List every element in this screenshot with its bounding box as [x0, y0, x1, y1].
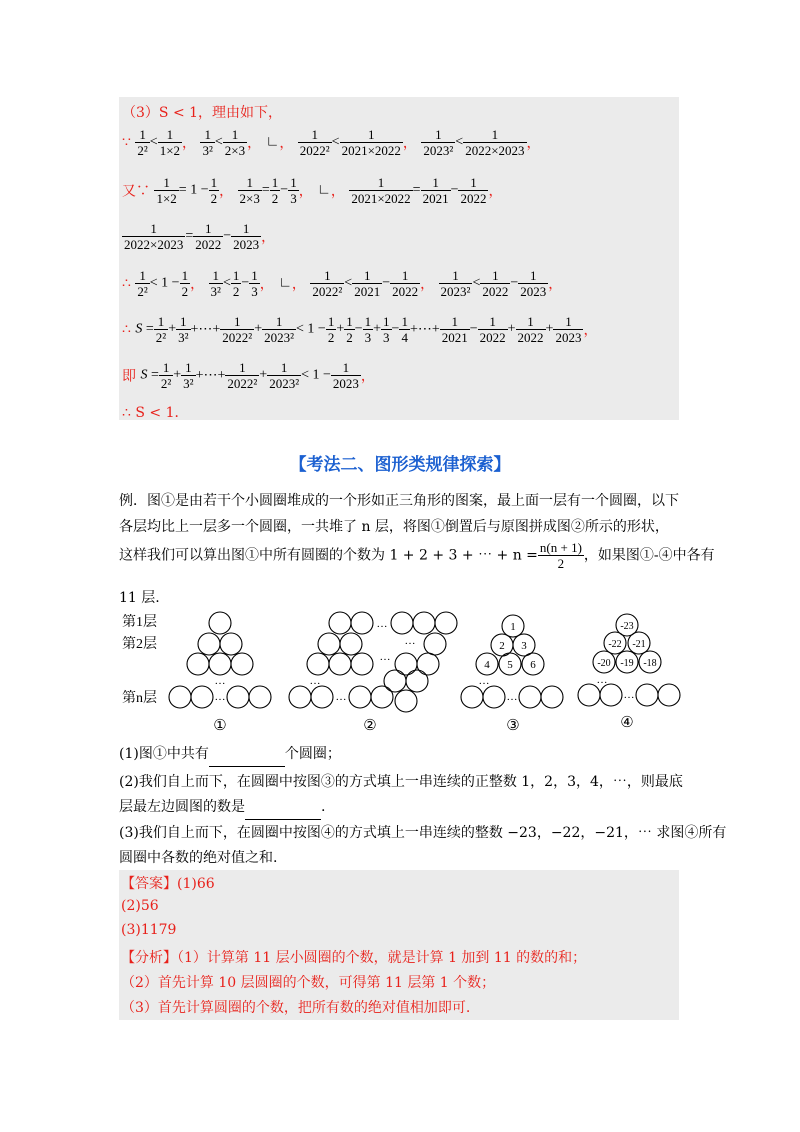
- pile-circle: [340, 633, 362, 655]
- example-formula-tail: ，如果图①-④中各有: [583, 547, 715, 564]
- pile-circle: [406, 670, 428, 692]
- formula-numerator: n(n + 1): [539, 540, 582, 555]
- label-layer-n: 第n层: [122, 691, 157, 706]
- dots-fig-3: …: [478, 675, 490, 687]
- fig3-number: 6: [530, 659, 536, 671]
- solution-line-2: ∵ $\frac{1}{\text{2²}}$ < $\frac{1}{1\times 2}$ ， $\frac{1}{\text{3²}}$ < $\frac{1}{2\times 3}$ ， ∟， $\frac{1}{\text{2022²}}$ < $\frac{1}{2021\times 2022}$ ， $\frac{1}{\text{2023²}}$ < $\frac{1}{2022\times 2023}$ ，: [122, 127, 541, 158]
- analysis-2: （2）首先计算 10 层圆圈的个数，可得第 11 层第 1 个数；: [121, 975, 496, 991]
- pile-circle: [289, 686, 311, 708]
- pile-circle: [329, 653, 351, 675]
- pile-circle: [417, 653, 439, 675]
- dots-fig-1-bottom: …: [214, 691, 226, 703]
- dots-fig-1: …: [214, 675, 226, 687]
- pile-circle: [578, 684, 600, 706]
- pile-circle: [371, 686, 393, 708]
- fig3-number: 5: [507, 659, 513, 671]
- pile-circle: [220, 633, 242, 655]
- solution-line-3: 又∵ $\frac{1}{1\times 2}$ = 1 − $\frac{1}{2}$ ， $\frac{1}{2\times 3}$ = $\frac{1}{2}$ − $\frac{1}{3}$ ， ∟， $\frac{1}{2021\times 2022}$ = $\frac{1}{2021}$ − $\frac{1}{2022}$ ，: [122, 175, 503, 206]
- pile-circle: [231, 653, 253, 675]
- q2-text: (2)我们自上而下，在圆圈中按图③的方式填上一串连续的正整数 1，2，3，4，⋯，则最底: [119, 774, 683, 790]
- pile-circle: [658, 684, 680, 706]
- question-3: [119, 820, 727, 846]
- pile-circle: [519, 686, 541, 708]
- question-2-cont: [119, 794, 689, 820]
- dots-fig-2-left: …: [309, 675, 321, 687]
- fig4-number: -18: [643, 658, 657, 669]
- pile-circle: [351, 653, 373, 675]
- solution-line-5: ∴ $\frac{1}{\text{2²}}$ < 1 − $\frac{1}{2}$ ， $\frac{1}{\text{3²}}$ < $\frac{1}{2}$ − $\frac{1}{3}$ ， ∟， $\frac{1}{\text{2022²}}$ < $\frac{1}{2021}$ − $\frac{1}{2022}$ ， $\frac{1}{\text{2023²}}$ < $\frac{1}{2022}$ − $\frac{1}{2023}$ ，: [122, 268, 563, 299]
- pile-circle: [209, 612, 231, 634]
- pile-circle: [249, 686, 271, 708]
- solution-line-7: 即 S = $\frac{1}{\text{2²}}$ + $\frac{1}{\text{3²}}$ +⋯+ $\frac{1}{\text{2022²}}$ + $\frac{1}{\text{2023²}}$ < 1 − $\frac{1}{2023}$ ，: [122, 360, 375, 391]
- answer-line-3: [121, 922, 176, 938]
- answer-label: 【答案】: [121, 876, 177, 892]
- pile-circle: [209, 653, 231, 675]
- q3-text-cont: 圆圈中各数的绝对值之和.: [119, 850, 278, 866]
- because-symbol: ∵: [122, 134, 131, 151]
- label-layer-2: 第2层: [122, 637, 157, 652]
- analysis-line-2: [121, 972, 495, 992]
- fig3-number: 2: [499, 640, 505, 652]
- pile-circle: [424, 633, 446, 655]
- dots-fig-2-second: …: [404, 635, 416, 647]
- question-1: [119, 741, 689, 767]
- q1-blank[interactable]: [209, 752, 285, 767]
- dots-fig-2-bottom: …: [335, 691, 347, 703]
- namely-label: 即: [122, 368, 136, 385]
- q1-text: (1)图①中共有: [119, 746, 209, 762]
- fig4-number: -23: [620, 621, 634, 632]
- pile-circle: [351, 612, 373, 634]
- pile-circle: [349, 686, 371, 708]
- analysis-line-1: [121, 947, 586, 967]
- q2-text-cont: 层最左边圆图的数是: [119, 799, 245, 815]
- pile-circle: [636, 684, 658, 706]
- answer-line-2: [121, 898, 159, 914]
- ellipsis-mark: ∟: [265, 134, 280, 150]
- also-because: 又∵: [122, 183, 150, 200]
- analysis-label: 【分析】: [121, 950, 177, 966]
- example-formula-text: 这样我们可以算出图①中所有圆圈的个数为 1 + 2 + 3 + ⋯ + n =: [119, 547, 538, 564]
- pile-circle: [169, 686, 191, 708]
- caption-fig-4: ④: [620, 715, 634, 731]
- label-layer-1: 第1层: [122, 615, 157, 630]
- fig3-number: 3: [521, 640, 527, 652]
- question-3-cont: [119, 845, 689, 871]
- q3-text: (3)我们自上而下，在圆圈中按图④的方式填上一串连续的整数 −23，−22，−21，⋯ 求图④所有: [119, 825, 727, 841]
- pile-circle: [311, 686, 333, 708]
- pile-circle: [483, 686, 505, 708]
- pile-circle: [395, 653, 417, 675]
- caption-fig-1: ①: [213, 718, 227, 734]
- pile-circle: [391, 612, 413, 634]
- fig4-number: -19: [620, 658, 634, 669]
- reason-intro: （3）S < 1，理由如下，: [122, 105, 283, 121]
- pile-circle: [187, 653, 209, 675]
- dots-fig-3-bottom: …: [506, 691, 518, 703]
- solution-line-6: ∴ S = $\frac{1}{\text{2²}}$ + $\frac{1}{\text{3²}}$ +⋯+ $\frac{1}{\text{2022²}}$ + $\frac{1}{\text{2023²}}$ < 1 − $\frac{1}{2}$ + $\frac{1}{2}$ − $\frac{1}{3}$ + $\frac{1}{3}$ − $\frac{1}{4}$ +⋯+ $\frac{1}{2021}$ − $\frac{1}{2022}$ + $\frac{1}{2022}$ + $\frac{1}{2023}$ ，: [122, 314, 598, 345]
- pile-circle: [435, 612, 457, 634]
- pile-circle: [307, 653, 329, 675]
- pile-circle: [318, 633, 340, 655]
- pile-circle: [227, 686, 249, 708]
- pile-circle: [384, 670, 406, 692]
- analysis-line-3: [121, 997, 470, 1017]
- conclusion: ∴ S < 1．: [122, 405, 189, 421]
- solution-line-4: $\frac{1}{2022\times 2023}$ = $\frac{1}{2022}$ − $\frac{1}{2023}$ ，: [124, 221, 276, 252]
- q1-tail: 个圆圈；: [284, 746, 341, 762]
- caption-fig-3: ③: [506, 718, 520, 734]
- fig3-number: 4: [484, 659, 490, 671]
- analysis-1: （1）计算第 11 层小圆圈的个数，就是计算 1 加到 11 的数的和；: [177, 950, 587, 966]
- fig3-number: 1: [510, 621, 516, 633]
- analysis-3: （3）首先计算圆圈的个数，把所有数的绝对值相加即可.: [121, 1000, 471, 1016]
- pile-circle: [329, 612, 351, 634]
- layer-count-text: 11 层.: [119, 590, 160, 606]
- pile-circle: [198, 633, 220, 655]
- pile-circle: [191, 686, 213, 708]
- q2-blank[interactable]: [245, 805, 321, 820]
- formula-denominator: 2: [538, 555, 584, 571]
- caption-fig-2: ②: [363, 718, 377, 734]
- answer-3: (3)1179: [121, 922, 177, 938]
- pile-circle: [395, 690, 417, 712]
- answer-2: (2)56: [121, 898, 159, 914]
- dots-fig-2-mid: …: [379, 651, 391, 663]
- question-2: [119, 769, 689, 795]
- section-heading: 【考法二、图形类规律探索】: [289, 455, 511, 475]
- dots-fig-4: …: [596, 674, 608, 686]
- answer-line-1: [121, 873, 215, 893]
- dots-fig-2-top: …: [376, 618, 388, 630]
- fig4-number: -21: [632, 639, 646, 650]
- example-line-1: 例．图①是由若干个小圆圈堆成的一个形如正三角形的图案，最上面一层有一个圆圈，以下各层均比上一层多一个圆圈，一共堆了 n 层，将图①倒置后与原图拼成图②所示的形状，: [119, 493, 679, 535]
- q2-period: .: [321, 799, 326, 815]
- pile-circle: [413, 612, 435, 634]
- answer-1: (1)66: [177, 876, 215, 892]
- pile-circle: [461, 686, 483, 708]
- pile-circle: [600, 684, 622, 706]
- dots-fig-4-bottom: …: [623, 689, 635, 701]
- fig4-number: -22: [608, 639, 622, 650]
- therefore-symbol: ∴: [122, 275, 131, 292]
- fig4-number: -20: [597, 658, 611, 669]
- pile-circle: [541, 686, 563, 708]
